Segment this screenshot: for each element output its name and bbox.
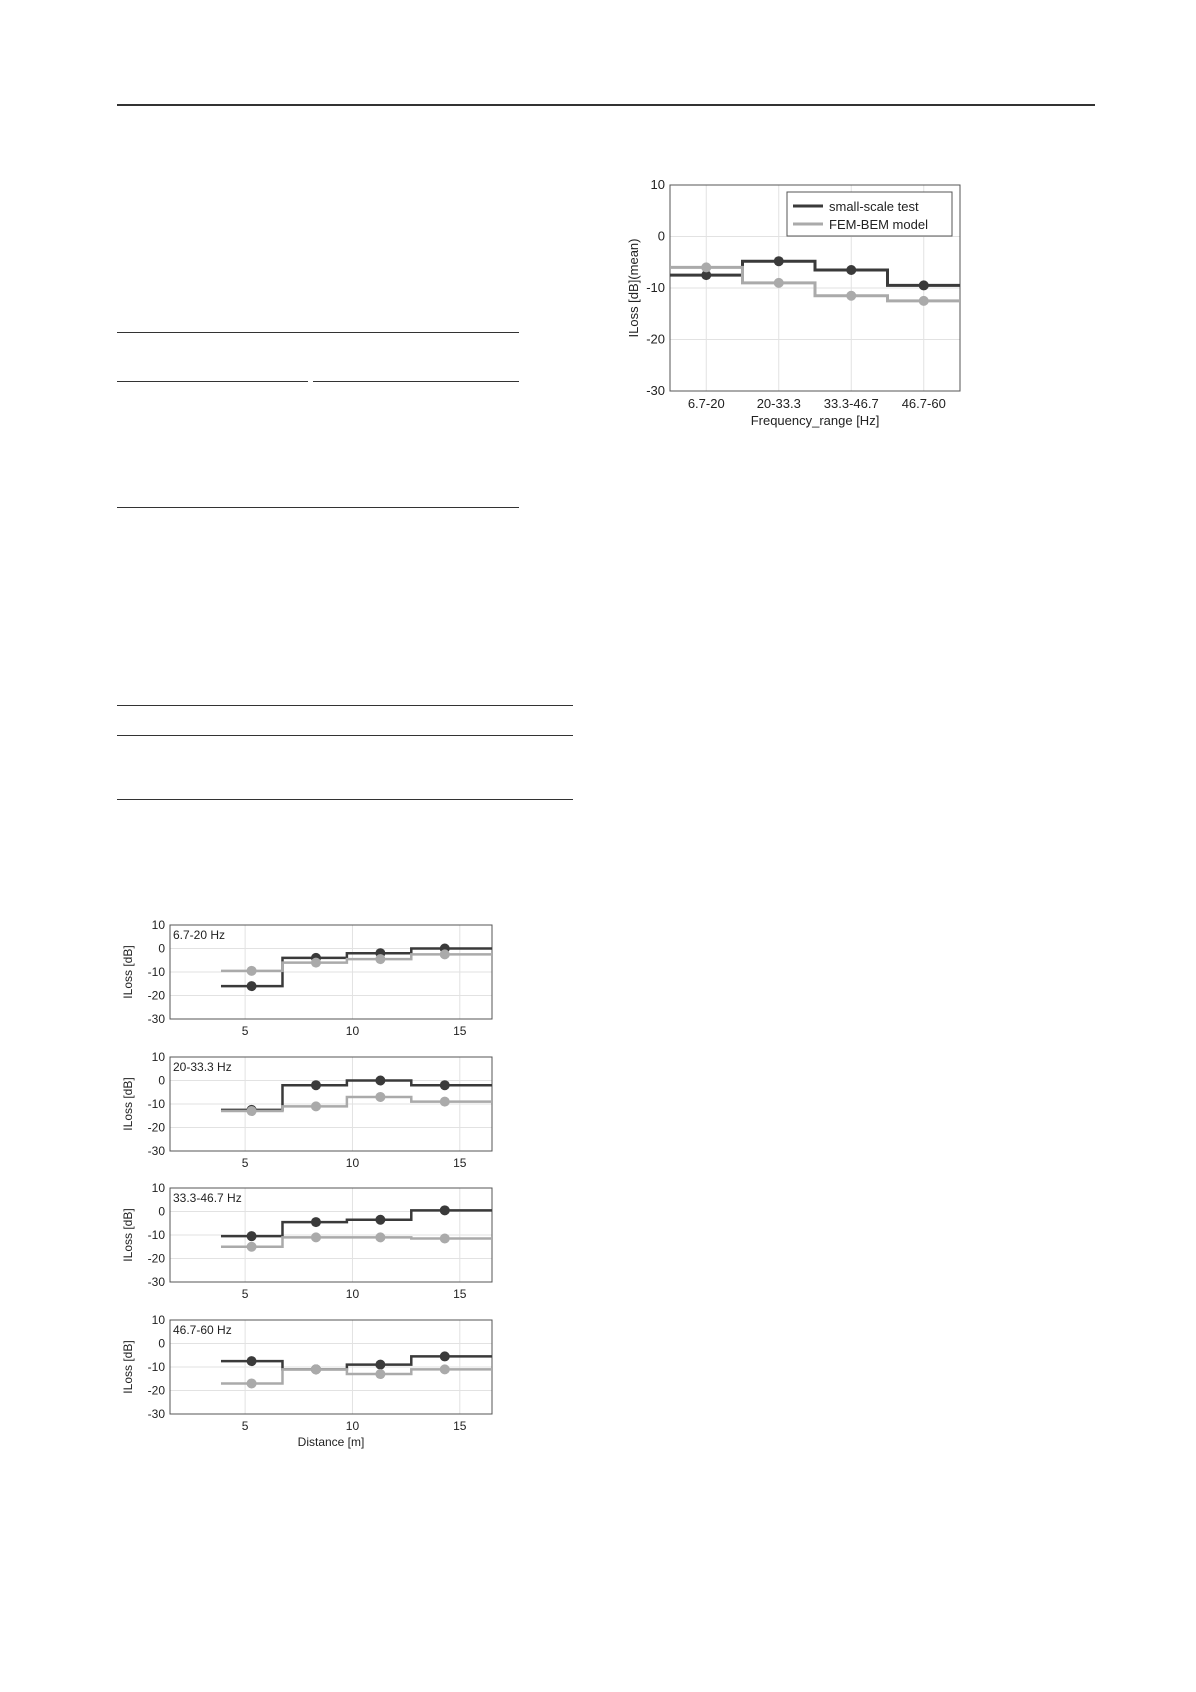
data-point-test [311, 1080, 321, 1090]
y-axis-label: ILoss [dB] [121, 945, 135, 999]
y-tick-label: -10 [646, 280, 665, 295]
series-line-test [221, 1210, 492, 1236]
x-tick-label: 10 [345, 1287, 360, 1301]
legend-label: FEM-BEM model [829, 217, 928, 232]
x-tick-label: 10 [345, 1024, 360, 1038]
table-2-top-rule [117, 705, 573, 706]
x-tick-label: 15 [453, 1287, 467, 1301]
data-point-model [311, 1101, 321, 1111]
data-point-test [375, 1360, 385, 1370]
frequency-band-annotation: 20-33.3 Hz [173, 1060, 232, 1074]
y-tick-label: -30 [147, 1275, 165, 1289]
y-tick-label: -10 [147, 1097, 165, 1111]
data-point-model [375, 1369, 385, 1379]
y-axis-label: ILoss [dB] [121, 1208, 135, 1262]
x-tick-label: 5 [241, 1024, 249, 1038]
frequency-band-annotation: 33.3-46.7 Hz [173, 1191, 242, 1205]
y-tick-label: 10 [151, 1181, 165, 1195]
y-tick-label: -20 [147, 1120, 165, 1135]
data-point-model [440, 1234, 450, 1244]
data-point-test [247, 1356, 257, 1366]
x-tick-label: 15 [453, 1024, 467, 1038]
y-tick-label: 10 [151, 1313, 165, 1327]
y-tick-label: -20 [147, 1251, 165, 1266]
y-tick-label: -10 [147, 1360, 165, 1374]
frequency-band-annotation: 46.7-60 Hz [173, 1323, 232, 1337]
table-1-subhead-rule-left [117, 381, 308, 382]
x-tick-label: 6.7-20 [687, 396, 725, 411]
insertion-loss-chart-46-7-60-hz [115, 1315, 500, 1465]
data-point-test [846, 265, 856, 275]
data-point-model [247, 1242, 257, 1252]
y-axis-label: ILoss [dB](mean) [626, 238, 641, 338]
y-tick-label: 0 [657, 228, 665, 244]
data-point-test [440, 1351, 450, 1361]
data-point-model [440, 1097, 450, 1107]
table-2-header-rule [117, 735, 573, 736]
data-point-model [440, 949, 450, 959]
y-tick-label: 10 [650, 177, 665, 192]
data-point-test [774, 256, 784, 266]
y-tick-label: 10 [151, 1050, 165, 1064]
series-line-model [221, 1237, 492, 1246]
x-tick-label: 15 [453, 1156, 467, 1170]
data-point-test [440, 1080, 450, 1090]
data-point-test [440, 1205, 450, 1215]
y-tick-label: -20 [646, 331, 665, 347]
y-tick-label: -30 [147, 1144, 165, 1158]
y-tick-label: 10 [151, 918, 165, 932]
insertion-loss-chart-33-3-46-7-hz [115, 1183, 500, 1308]
y-axis-label: ILoss [dB] [121, 1077, 135, 1131]
x-tick-label: 5 [241, 1156, 249, 1170]
data-point-model [846, 291, 856, 301]
x-axis-label: Frequency_range [Hz] [750, 413, 880, 428]
y-tick-label: 0 [158, 1073, 165, 1088]
legend [787, 192, 952, 236]
y-tick-label: -30 [646, 383, 665, 398]
y-tick-label: -10 [147, 1228, 165, 1242]
data-point-model [375, 1092, 385, 1102]
data-point-test [375, 1076, 385, 1086]
data-point-model [375, 954, 385, 964]
y-axis-label: ILoss [dB] [121, 1340, 135, 1394]
y-tick-label: 0 [158, 1336, 165, 1351]
data-point-test [375, 1215, 385, 1225]
data-point-test [247, 981, 257, 991]
series-line-test [221, 1081, 492, 1110]
y-tick-label: 0 [158, 1204, 165, 1219]
insertion-loss-chart-20-33-3-hz [115, 1052, 500, 1177]
data-point-test [919, 280, 929, 290]
mean-insertion-loss-chart [625, 175, 975, 435]
header-rule [117, 104, 1095, 106]
data-point-model [311, 1364, 321, 1374]
data-point-test [247, 1231, 257, 1241]
series-line-model [221, 954, 492, 970]
y-tick-label: 0 [158, 941, 165, 956]
y-tick-label: -10 [147, 965, 165, 979]
data-point-model [774, 278, 784, 288]
data-point-model [440, 1364, 450, 1374]
data-point-model [311, 1232, 321, 1242]
y-tick-label: -30 [147, 1407, 165, 1421]
y-tick-label: -20 [147, 1383, 165, 1398]
frequency-band-annotation: 6.7-20 Hz [173, 928, 226, 942]
table-1-bottom-rule [117, 507, 519, 508]
x-tick-label: 5 [241, 1287, 249, 1301]
y-tick-label: -30 [147, 1012, 165, 1026]
data-point-model [919, 296, 929, 306]
data-point-model [247, 1106, 257, 1116]
data-point-model [311, 958, 321, 968]
y-tick-label: -20 [147, 988, 165, 1003]
x-tick-label: 10 [345, 1156, 360, 1170]
x-tick-label: 46.7-60 [901, 396, 946, 411]
x-axis-label: Distance [m] [297, 1435, 365, 1449]
x-tick-label: 10 [345, 1419, 360, 1433]
x-tick-label: 20-33.3 [756, 396, 801, 411]
data-point-model [247, 966, 257, 976]
table-1-subhead-rule-right [313, 381, 519, 382]
table-1-top-rule [117, 332, 519, 333]
x-tick-label: 5 [241, 1419, 249, 1433]
data-point-model [375, 1232, 385, 1242]
x-tick-label: 33.3-46.7 [823, 396, 879, 411]
x-tick-label: 15 [453, 1419, 467, 1433]
legend-label: small-scale test [829, 199, 919, 214]
data-point-test [311, 1217, 321, 1227]
series-line-model [221, 1369, 492, 1383]
insertion-loss-chart-6-7-20-hz [115, 920, 500, 1045]
data-point-model [247, 1378, 257, 1388]
data-point-model [701, 262, 711, 272]
table-2-bottom-rule [117, 799, 573, 800]
